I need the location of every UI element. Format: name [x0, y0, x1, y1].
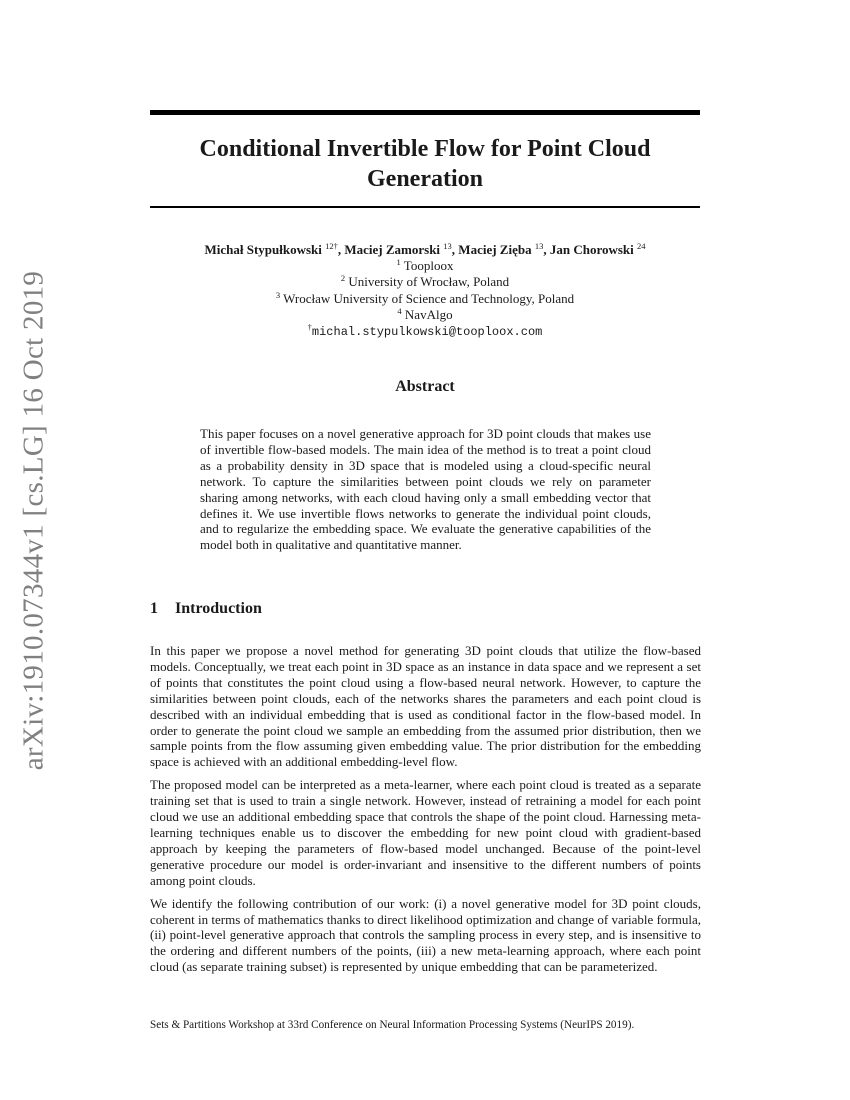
- title-bottom-rule: [150, 206, 700, 208]
- author-affiliation-mark: 13: [534, 241, 544, 251]
- corresponding-email[interactable]: [150, 323, 700, 340]
- author-name: Maciej Zamorski: [344, 242, 441, 257]
- abstract-heading: Abstract: [395, 378, 455, 395]
- author-affiliation-mark: 24: [637, 241, 646, 251]
- body-paragraph: The proposed model can be interpreted as a meta-learner, where each point cloud is treated as a separate training set that is used to train a single network. However, instead of retraining a model for each point cloud we use an additional embedding space that controls the shape of the point cloud. Harnessing meta-learning techniques enable us to discover the embedding for new point cloud with gradient-based approach by keeping the parameters of flow-based model unchanged. Because of the point-level generative procedure our model is order-invariant and insensitive to the different numbers of points among point clouds.: [150, 777, 701, 888]
- affiliation: $^3$ Wrocław University of Science and Technology, Poland: [275, 289, 575, 306]
- author-affiliation-mark: 12†: [325, 241, 338, 251]
- author-block: [150, 242, 700, 340]
- author-affiliation-mark: 13: [443, 241, 452, 251]
- author-name: Maciej Zięba: [458, 242, 532, 257]
- author-list: Michał Stypułkowski $^{12\dagger}$, Maciej Zamorski $^{13}$, Maciej Zięba $^{13}$, Jan Chorowski $^{24}$: [204, 241, 646, 257]
- body-paragraph: In this paper we propose a novel method for generating 3D point clouds that utilize the flow-based models. Conceptually, we treat each point in 3D space as an instance in data space and we represent a set of points that constitutes the point cloud using a flow-based neural network. However, to capture the similarities between point clouds, each of the networks shares the parameters and each point cloud is described with an individual embedding that is used as conditional factor in the flow-based model. In order to generate the point cloud we sample an embedding from the assumed prior distribution, then we sample points from the flow assuming given embedding value. The prior distribution for the embedding space is achieved with an additional embedding-level flow.: [150, 643, 701, 770]
- body-paragraph: We identify the following contribution of our work: (i) a novel generative model for 3D point clouds, coherent in terms of mathematics thanks to direct likelihood optimization and change of variable formula, (ii) point-level generative approach that controls the sampling process in every step, and is insensitive to the ordering and different numbers of the points, (iii) a new meta-learning approach, where each point cloud (as separate training subset) is represented by unique embedding that can be parameterized.: [150, 895, 701, 975]
- author-name: Jan Chorowski: [549, 242, 634, 257]
- email-address[interactable]: michal.stypulkowski@tooploox.com: [311, 325, 543, 340]
- arxiv-identifier-stamp: [4, 270, 64, 770]
- section-title: Introduction: [175, 600, 262, 617]
- venue-footnote: Sets & Partitions Workshop at 33rd Conference on Neural Information Processing Systems (NeurIPS 2019).: [150, 1019, 635, 1031]
- affiliation: $^2$ University of Wrocław, Poland: [340, 273, 510, 290]
- affiliation: $^1$ Tooploox: [396, 257, 454, 274]
- title-line-1: Conditional Invertible Flow for Point Cloud: [199, 136, 651, 162]
- title-top-rule: [150, 110, 700, 115]
- abstract-text: This paper focuses on a novel generative approach for 3D point clouds that makes use of invertible flow-based models. The main idea of the method is to treat a point cloud as a probability density in 3D space that is modeled using a cloud-specific neural network. To capture the similarities between point clouds we rely on parameter sharing among networks, with each cloud having only a small embedding vector that defines it. We use invertible flows networks to generate the individual point clouds, and to regularize the embedding space. We evaluate the generative capabilities of the model both in qualitative and quantitative manner.: [200, 426, 651, 553]
- title-line-2: Generation: [367, 166, 483, 192]
- paper-title: [150, 134, 700, 194]
- email-dagger: †: [307, 322, 312, 333]
- author-name: Michał Stypułkowski: [204, 242, 322, 257]
- section-number: 1: [150, 600, 158, 617]
- introduction-body: [150, 643, 701, 982]
- section-heading-introduction: [150, 600, 700, 618]
- affiliation: $^4$ NavAlgo: [397, 305, 453, 322]
- arxiv-stamp-text: arXiv:1910.07344v1 [cs.LG] 16 Oct 2019: [17, 270, 50, 770]
